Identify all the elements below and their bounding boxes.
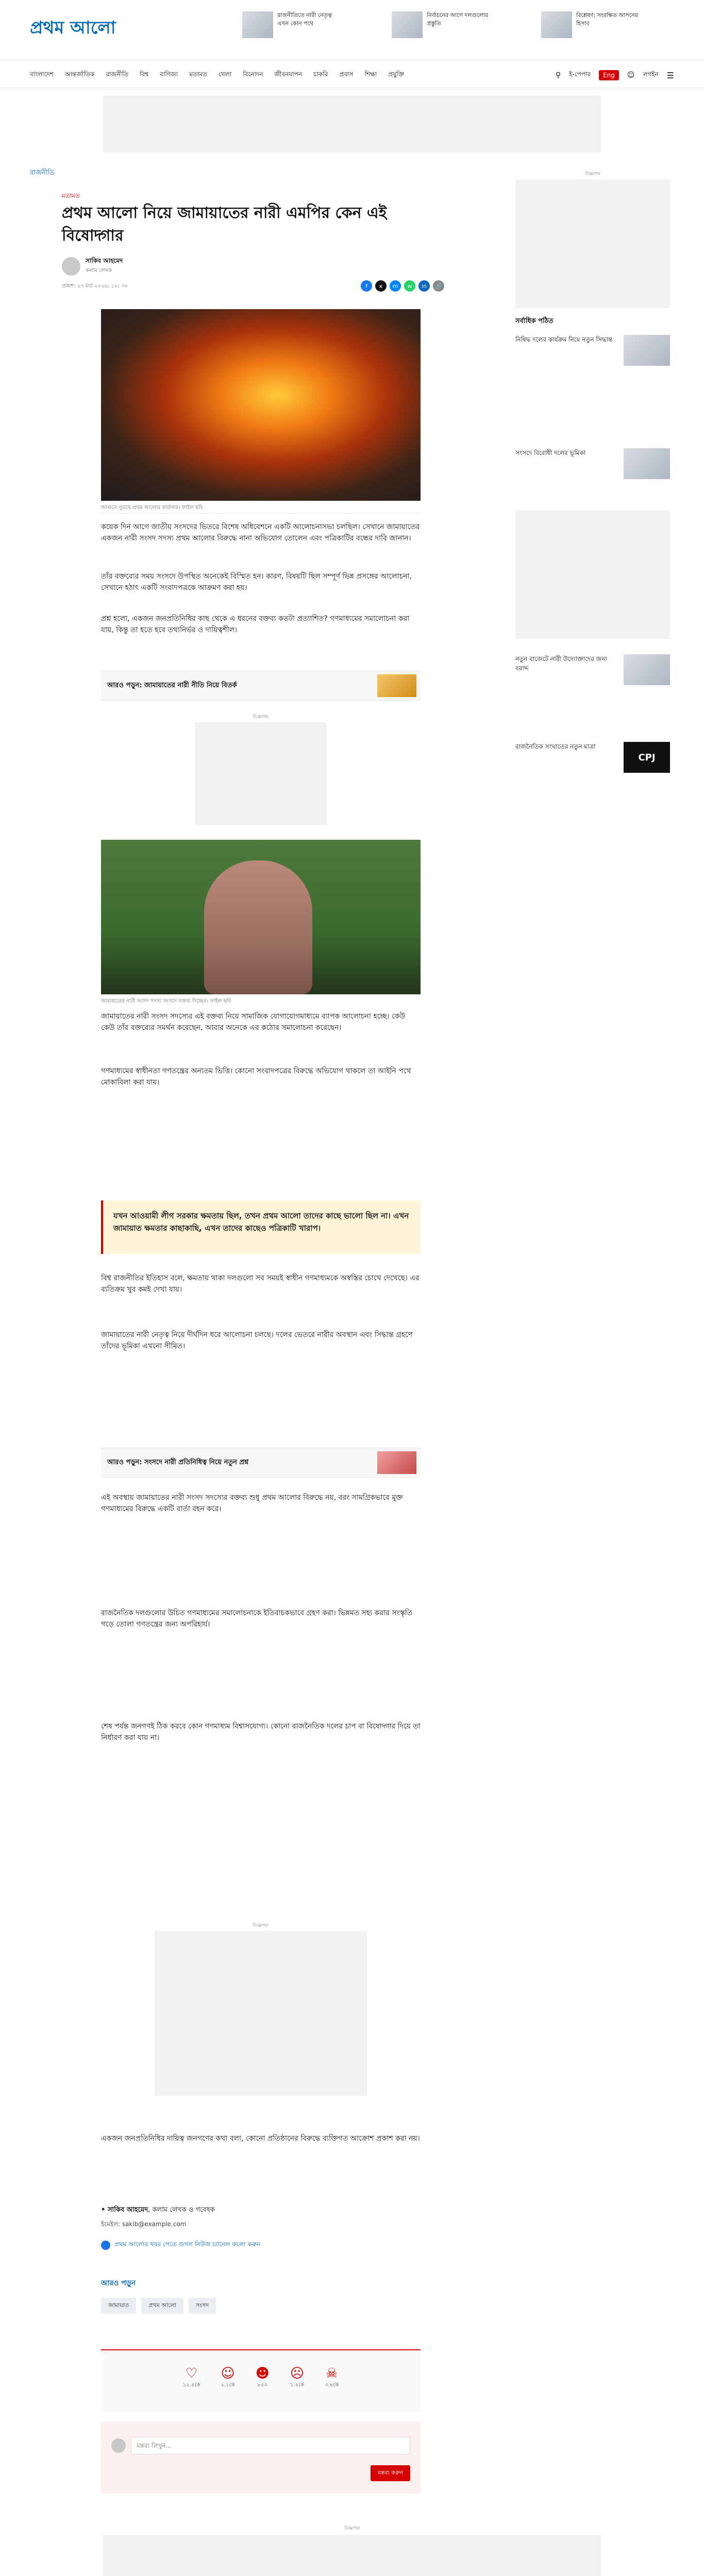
sidebar-story-title: নতুন বাজেটে নারী উদ্যোক্তাদের জন্য বরাদ্দ — [515, 655, 608, 672]
section-label[interactable]: রাজনীতি — [30, 169, 55, 177]
nav-item[interactable]: বিশ্ব — [140, 71, 149, 78]
nav-tools — [556, 70, 674, 80]
reaction[interactable] — [183, 2366, 200, 2390]
nav-item[interactable]: রাজনীতি — [106, 71, 129, 78]
article-paragraph: বিশ্ব রাজনীতির ইতিহাস বলে, ক্ষমতায় থাকা দলগুলো সব সময়ই স্বাধীন গণমাধ্যমকে অস্বস্তির চোখে দেখেছে। এর ব্যতিক্রম খুব কমই দেখা যায়। — [101, 1274, 420, 1294]
angry-icon: ☠ — [325, 2366, 338, 2381]
inline-photo-caption: জামায়াতের নারী সংসদ সদস্য সংসদে বক্তব্য দিচ্ছেন। ফাইল ছবি — [101, 998, 231, 1004]
bio-name[interactable]: • সাকিব আহমেদ, কলাম লেখক ও গবেষক — [101, 2206, 215, 2214]
facebook-icon[interactable]: f — [361, 280, 372, 292]
inline-ad[interactable] — [195, 722, 327, 825]
kicker: মতামত — [62, 192, 80, 199]
pull-quote — [101, 1200, 421, 1254]
sidebar-ad[interactable] — [515, 510, 670, 639]
nav-item[interactable]: প্রবাস — [339, 71, 354, 78]
laugh-icon: ☺ — [221, 2366, 235, 2381]
nav-item[interactable]: বাণিজ্য — [160, 71, 178, 78]
article-paragraph: জামায়াতের নারী নেতৃত্ব নিয়ে দীর্ঘদিন ধরে আলোচনা চলছে। দলের ভেতরে নারীর অবস্থান এবং সিদ্ধান্ত গ্রহণে তাঁদের ভূমিকা এখনো সীমিত। — [101, 1331, 413, 1350]
top-story-thumb — [392, 11, 423, 38]
wow-icon: ☻ — [255, 2366, 270, 2381]
author-name[interactable]: সাকিব আহমেদ — [86, 257, 123, 264]
article-paragraph: প্রশ্ন হলো, একজন জনপ্রতিনিধির কাছ থেকে এ ধরনের বক্তব্য কতটা প্রত্যাশিত? গণমাধ্যমের সমালোচনা করা যায়, কিন্তু তা হতে হবে তথ্যনির্ভর ও দায়িত্বশীল। — [101, 615, 410, 634]
bottom-ad[interactable] — [103, 2535, 601, 2576]
sidebar-story-thumb — [624, 654, 670, 685]
google-news-link: প্রথম আলোর খবর পেতে গুগল নিউজ চ্যানেল ফলো করুন — [114, 2241, 261, 2248]
author-bio — [101, 2205, 421, 2230]
bio-role: কলাম লেখক ও গবেষক — [152, 2206, 215, 2214]
reactions-row — [101, 2366, 421, 2390]
article-paragraph: শেষ পর্যন্ত জনগণই ঠিক করবে কোন গণমাধ্যম বিশ্বাসযোগ্য। কোনো রাজনৈতিক দলের চাপ বা বিষোদ্গার দিয়ে তা নির্ধারণ করা যায় না। — [101, 1722, 421, 1742]
sidebar-story-thumb — [624, 335, 670, 366]
article-title: প্রথম আলো নিয়ে জামায়াতের নারী এমপির কেন এই বিষোদ্গার — [62, 204, 387, 245]
tags-list — [101, 2298, 216, 2314]
article-paragraph: তাঁর বক্তব্যের সময় সংসদে উপস্থিত অনেকেই বিস্মিত হন। কারণ, বিষয়টি ছিল সম্পূর্ণ ভিন্ন প্রসঙ্গের আলোচনা, সেখানে হঠাৎ একটি সংবাদপত্রকে আক্রমণ করা হয়। — [101, 572, 412, 592]
author-avatar[interactable] — [62, 257, 80, 276]
nav-item[interactable]: জীবনযাপন — [274, 71, 302, 78]
copy-link-icon[interactable]: 🔗 — [433, 280, 444, 292]
reaction-count: ৩.৪কে — [325, 2382, 339, 2388]
pull-quote-text: যখন আওয়ামী লীগ সরকার ক্ষমতায় ছিল, তখন প্রথম আলো তাদের কাছে ভালো ছিল না। এখন জামায়াত ক্ষমতার কাছাকাছি, এখন তাদের কাছেও পত্রিকাটি খারাপ। — [113, 1211, 409, 1233]
author-block — [62, 257, 123, 276]
top-ad[interactable] — [103, 96, 601, 152]
nav-item[interactable]: আন্তর্জাতিক — [64, 71, 95, 78]
hero-photo — [101, 309, 421, 501]
related-box[interactable] — [101, 671, 421, 701]
sidebar-story[interactable] — [515, 335, 670, 371]
comment-row — [111, 2437, 410, 2454]
language-switch[interactable]: Eng — [599, 70, 619, 80]
top-story[interactable] — [242, 11, 345, 42]
top-story-title: রাজনীতিতে নারী নেতৃত্ব এখন কোন পথে — [277, 12, 332, 27]
related-thumb — [377, 674, 416, 697]
sidebar-story-title: সংসদে বিরোধী দলের ভূমিকা — [515, 449, 586, 456]
comment-input[interactable] — [131, 2437, 410, 2454]
tag-pill[interactable]: প্রথম আলো — [141, 2298, 183, 2314]
sad-icon: ☹ — [290, 2366, 304, 2381]
user-icon[interactable]: ☺ — [627, 71, 635, 79]
reaction[interactable] — [256, 2366, 270, 2390]
tag-pill[interactable]: জামায়াত — [101, 2298, 136, 2314]
sidebar-story-thumb — [624, 448, 670, 479]
site-logo[interactable]: প্রথম আলো — [30, 18, 116, 38]
related-thumb — [377, 1451, 416, 1474]
sidebar-story[interactable] — [515, 654, 670, 690]
photo-subject — [204, 860, 312, 994]
mid-ad[interactable] — [155, 1931, 367, 2096]
top-story-thumb — [242, 11, 273, 38]
nav-item[interactable]: চাকরি — [313, 71, 328, 78]
reactions-panel — [101, 2349, 421, 2412]
top-header — [0, 0, 704, 57]
inline-photo — [101, 840, 421, 994]
ad-label: বিজ্ঞাপন — [344, 2526, 360, 2531]
article-paragraph: একজন জনপ্রতিনিধির দায়িত্ব জনগণের কথা বলা, কোনো প্রতিষ্ঠানের বিরুদ্ধে ব্যক্তিগত আক্রোশ প্রকাশ করা নয়। — [101, 2134, 420, 2143]
search-icon[interactable]: ⚲ — [555, 71, 561, 79]
heart-icon: ♡ — [185, 2366, 198, 2381]
sidebar-story[interactable] — [515, 742, 670, 778]
nav-item[interactable]: শিক্ষা — [364, 71, 377, 78]
ad-label: বিজ্ঞাপন — [584, 172, 601, 177]
article-paragraph: রাজনৈতিক দলগুলোর উচিত গণমাধ্যমের সমালোচনাকে ইতিবাচকভাবে গ্রহণ করা। ভিন্নমত সহ্য করার সংস্কৃতি গড়ে তোলা গণতন্ত্রের জন্য অপরিহার্য। — [101, 1609, 413, 1629]
linkedin-icon[interactable]: in — [418, 280, 430, 292]
login-button[interactable]: লগইন — [643, 71, 659, 78]
sidebar-story-title: নিষিদ্ধ দলের কার্যক্রম নিয়ে নতুন সিদ্ধান্ত — [515, 336, 613, 343]
related-box[interactable] — [101, 1448, 421, 1478]
caption-divider — [101, 513, 421, 514]
hero-caption: আগুনে পুড়ছে প্রথম আলোর কার্যালয়। ফাইল ছবি — [101, 505, 203, 511]
google-news-follow[interactable] — [101, 2240, 260, 2250]
whatsapp-icon[interactable]: w — [404, 280, 415, 292]
tags-label: আরও পড়ুন — [101, 2279, 136, 2287]
bio-email[interactable]: ইমেইল: sakib@example.com — [101, 2221, 187, 2228]
messenger-icon[interactable]: m — [390, 280, 401, 292]
sidebar-story[interactable] — [515, 448, 670, 484]
author-info — [86, 257, 123, 276]
top-story-title: বিশ্লেষণ: সংরক্ষিত আসনের হিসাব — [576, 12, 638, 27]
epaper-link[interactable]: ই-পেপার — [569, 71, 591, 78]
sidebar-story-title: রাজনৈতিক সংঘাতের নতুন মাত্রা — [515, 743, 596, 750]
reaction[interactable] — [290, 2366, 304, 2390]
nav-item[interactable]: বাংলাদেশ — [30, 71, 54, 78]
sidebar-title: সর্বাধিক পঠিত — [515, 317, 554, 325]
related-link[interactable]: আরও পড়ুন: জামায়াতের নারী নীতি নিয়ে বিতর্ক — [107, 681, 237, 689]
article-paragraph: জামায়াতের নারী সংসদ সদস্যের এই বক্তব্য নিয়ে সামাজিক যোগাযোগমাধ্যমে ব্যাপক আলোচনা হচ্ছে। কেউ কেউ তাঁর বক্তব্যের সমর্থন করেছেন, আবার অনেকে এর কঠোর সমালোচনা করেছেন। — [101, 1012, 406, 1032]
bio-name-text: সাকিব আহমেদ — [107, 2206, 148, 2214]
reaction[interactable] — [325, 2366, 339, 2390]
author-role: কলাম লেখক — [86, 268, 112, 274]
sidebar-story-thumb: CPJ — [624, 742, 670, 773]
nav-item[interactable]: বিনোদন — [243, 71, 263, 78]
main-nav — [30, 65, 674, 86]
share-bar — [361, 280, 447, 292]
nav-items — [30, 70, 404, 80]
publish-date: প্রকাশ: ২৩ মার্চ ২০২৬, ১২: ৩০ — [62, 283, 128, 289]
nav-item[interactable]: প্রযুক্তি — [388, 71, 405, 78]
article-paragraph: কয়েক দিন আগে জাতীয় সংসদের ভিতরে বিশেষ অধিবেশনে একটি আলোচনাসভা চলছিল। সেখানে জামায়াতের একজন নারী সংসদ সদস্য প্রথম আলোর বিরুদ্ধে নানা অভিযোগ তোলেন এবং পত্রিকাটির বন্ধের দাবি জানান। — [101, 523, 420, 543]
top-story-thumb — [541, 11, 572, 38]
article-paragraph: এই অবস্থায় জামায়াতের নারী সংসদ সদস্যের বক্তব্য শুধু প্রথম আলোর বিরুদ্ধে নয়, বরং সামগ্রিকভাবে মুক্ত গণমাধ্যমের বিরুদ্ধে একটি বার্তা বহন করে। — [101, 1494, 403, 1513]
reaction-count: ২.১কে — [221, 2382, 235, 2388]
menu-icon[interactable]: ☰ — [666, 70, 674, 80]
top-story[interactable] — [541, 11, 644, 42]
top-story[interactable] — [392, 11, 495, 42]
commenter-avatar — [111, 2438, 126, 2453]
twitter-icon[interactable]: x — [375, 280, 387, 292]
nav-item[interactable]: মতামত — [189, 71, 208, 78]
reaction-count: ১.২কে — [290, 2382, 305, 2388]
tags-title — [101, 2277, 136, 2290]
reaction[interactable] — [221, 2366, 234, 2390]
reaction-count: ১২.৫কে — [182, 2382, 200, 2388]
article-paragraph: গণমাধ্যমের স্বাধীনতা গণতন্ত্রের অন্যতম ভিত্তি। কোনো সংবাদপত্রের বিরুদ্ধে অভিযোগ থাকলে তা আইনি পথে মোকাবিলা করা যায়। — [101, 1067, 411, 1087]
ad-label: বিজ্ঞাপন — [253, 715, 269, 720]
top-story-title: নির্বাচনের আগে দলগুলোর প্রস্তুতি — [427, 12, 489, 27]
tag-pill[interactable]: সংসদ — [189, 2298, 216, 2314]
reaction-count: ৮৫০ — [257, 2382, 267, 2388]
comment-submit[interactable]: মন্তব্য করুন — [371, 2465, 410, 2481]
comment-panel — [101, 2421, 421, 2494]
nav-item[interactable]: খেলা — [219, 71, 232, 78]
ad-label: বিজ্ঞাপন — [253, 1923, 269, 1928]
related-link[interactable]: আরও পড়ুন: সংসদে নারী প্রতিনিধিত্ব নিয়ে নতুন প্রশ্ন — [107, 1458, 249, 1466]
sidebar-ad[interactable] — [515, 179, 670, 308]
google-news-icon — [101, 2241, 110, 2250]
